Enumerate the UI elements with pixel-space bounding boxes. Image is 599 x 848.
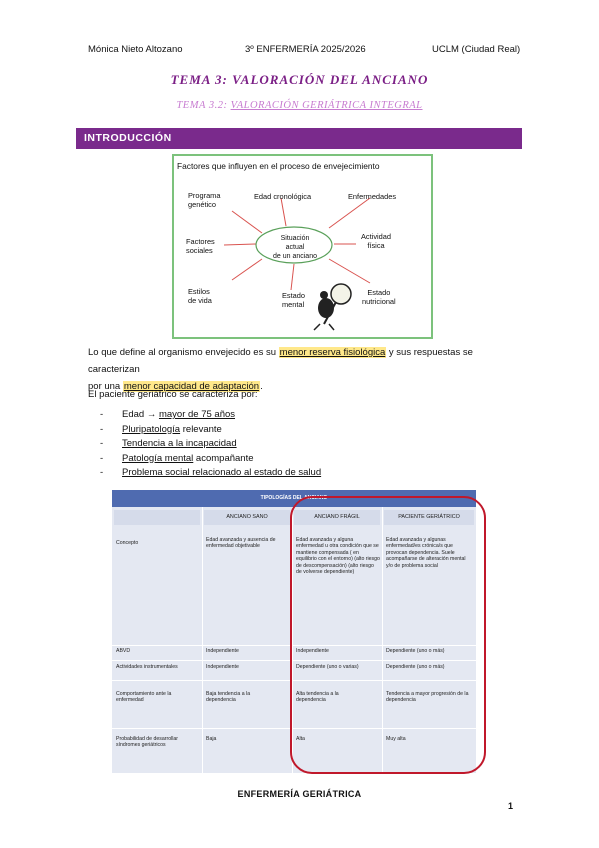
node-edad-cronologica: Edad cronológica [254,192,312,201]
header-course: 3º ENFERMERÍA 2025/2026 [245,44,366,55]
table-cell: Actividades instrumentales [116,664,178,670]
table-header-cell: PACIENTE GERIÁTRICO [384,510,474,525]
table-cell: Baja tendencia a la dependencia [206,691,251,704]
footer-subject: ENFERMERÍA GERIÁTRICA [237,789,362,799]
magnifier-figure-icon [314,284,351,330]
list-text: acompañante [193,452,254,464]
list-text: Edad → [122,409,159,420]
node-actividad-fisica [361,232,391,250]
list-text-underlined: Tendencia a la incapacidad [122,438,237,449]
document-subtitle [0,100,599,111]
table-cell: Tendencia a mayor progresión de la dependencia [386,691,469,704]
table-header-cell: ANCIANO FRÁGIL [294,510,380,525]
diagram-title: Factores que influyen en el proceso de envejecimiento [177,161,380,171]
para-text: por una [88,381,123,392]
node-line: nutricional [362,297,396,306]
list-text-underlined: Problema social relacionado al estado de salud [122,467,322,478]
document-title: TEMA 3: VALORACIÓN DEL ANCIANO [170,72,429,87]
subtitle-text: VALORACIÓN GERIÁTRICA INTEGRAL [230,100,423,111]
node-line: Factores [186,237,215,246]
column-divider [202,507,203,773]
arrow-enfermedades [329,198,370,228]
arrow-nutricional [329,259,370,283]
table-caption: TIPOLOGÍAS DEL ANCIANO [112,490,476,507]
list-text-underlined: Patología mental [122,452,194,464]
arrow-mental [291,264,294,290]
center-line-2: de un anciano [273,253,317,260]
list-dash: - [100,452,104,464]
table-cell: Baja [206,736,217,742]
table-cell: Edad avanzada y alguna enfermedad u otra condición que se mantiene compensada ( en equilibrio con el entorno) (alto riesgo de descompensación) (alto riesgo de volverse dependiente) [296,537,380,576]
highlight-reserva: menor reserva fisiológica [279,347,386,358]
table-header-cell [114,510,200,525]
diagram-center [271,234,319,261]
para-text: Lo que define al organismo envejecido es su [88,347,279,358]
table-cell: Concepto [116,540,139,546]
table-cell: Independiente [296,648,329,654]
para-text: . [260,381,263,392]
header-author: Mónica Nieto Altozano [88,44,183,55]
table-cell: Edad avanzada y ausencia de enfermedad objetivable [206,537,276,550]
node-line: Estado [367,288,391,297]
center-line-1: Situación actual [280,235,310,251]
table-cell: Dependiente (uno o varias) [296,664,359,670]
page-number: 1 [508,801,514,811]
table-cell: Alta [296,736,305,742]
table-cell: Alta tendencia a la dependencia [296,691,339,704]
arrow-factores [224,244,256,245]
node-estilos-de-vida [188,287,212,305]
table-cell: Independiente [206,648,239,654]
node-factores-sociales [186,237,215,255]
node-line: Estado [282,291,306,300]
section-label: INTRODUCCIÓN [84,132,172,144]
node-line: Estilos [188,287,210,296]
table-cell: Comportamiento ante la enfermedad [116,691,172,704]
arrow-estilos [232,259,262,280]
patient-intro: El paciente geriátrico se caracteriza por: [88,389,258,400]
node-enfermedades: Enfermedades [348,192,397,201]
node-line: mental [282,300,305,309]
para-text: y sus respuestas se caracterizan [88,347,473,375]
node-line: Actividad [361,232,391,241]
table-cell: Edad avanzada y algunas enfermedad/es crónica/s que provocan dependencia. Suele acompañarse de alteración mental y/o de problema social [386,537,466,569]
aging-factors-diagram [172,154,433,339]
table-cell: Independiente [206,664,239,670]
list-text-underlined: Pluripatología [122,423,181,435]
node-programa-genetico [188,191,220,209]
list-dash: - [100,423,104,435]
list-text-underlined: mayor de 75 años [158,409,236,420]
table-cell: Dependiente (uno o más) [386,664,445,670]
arrow-programa [232,211,262,233]
node-line: sociales [186,246,213,255]
table-header-cell: ANCIANO SANO [204,510,290,525]
node-line: genético [188,200,216,209]
list-dash: - [100,467,104,478]
highlight-adaptacion: menor capacidad de adaptación [123,381,260,392]
list-dash: - [100,438,104,449]
red-annotation-box [290,496,486,774]
table-cell: Probabilidad de desarrollar síndromes geriátricos [116,736,178,749]
node-line: Programa [188,191,221,200]
table-cell: Muy alta [386,736,406,742]
node-line: física [367,241,385,250]
table-cell: Dependiente (uno o más) [386,648,445,654]
table-cell: ABVD [116,648,131,654]
subtitle-prefix: TEMA 3.2: [176,100,228,111]
list-text: relevante [180,423,222,435]
node-estado-mental [282,291,305,309]
section-header [76,128,522,149]
list-dash: - [100,409,104,420]
node-estado-nutricional [362,288,396,306]
header-university: UCLM (Ciudad Real) [432,44,521,55]
node-line: de vida [188,296,212,305]
arrow-edad [281,198,286,226]
